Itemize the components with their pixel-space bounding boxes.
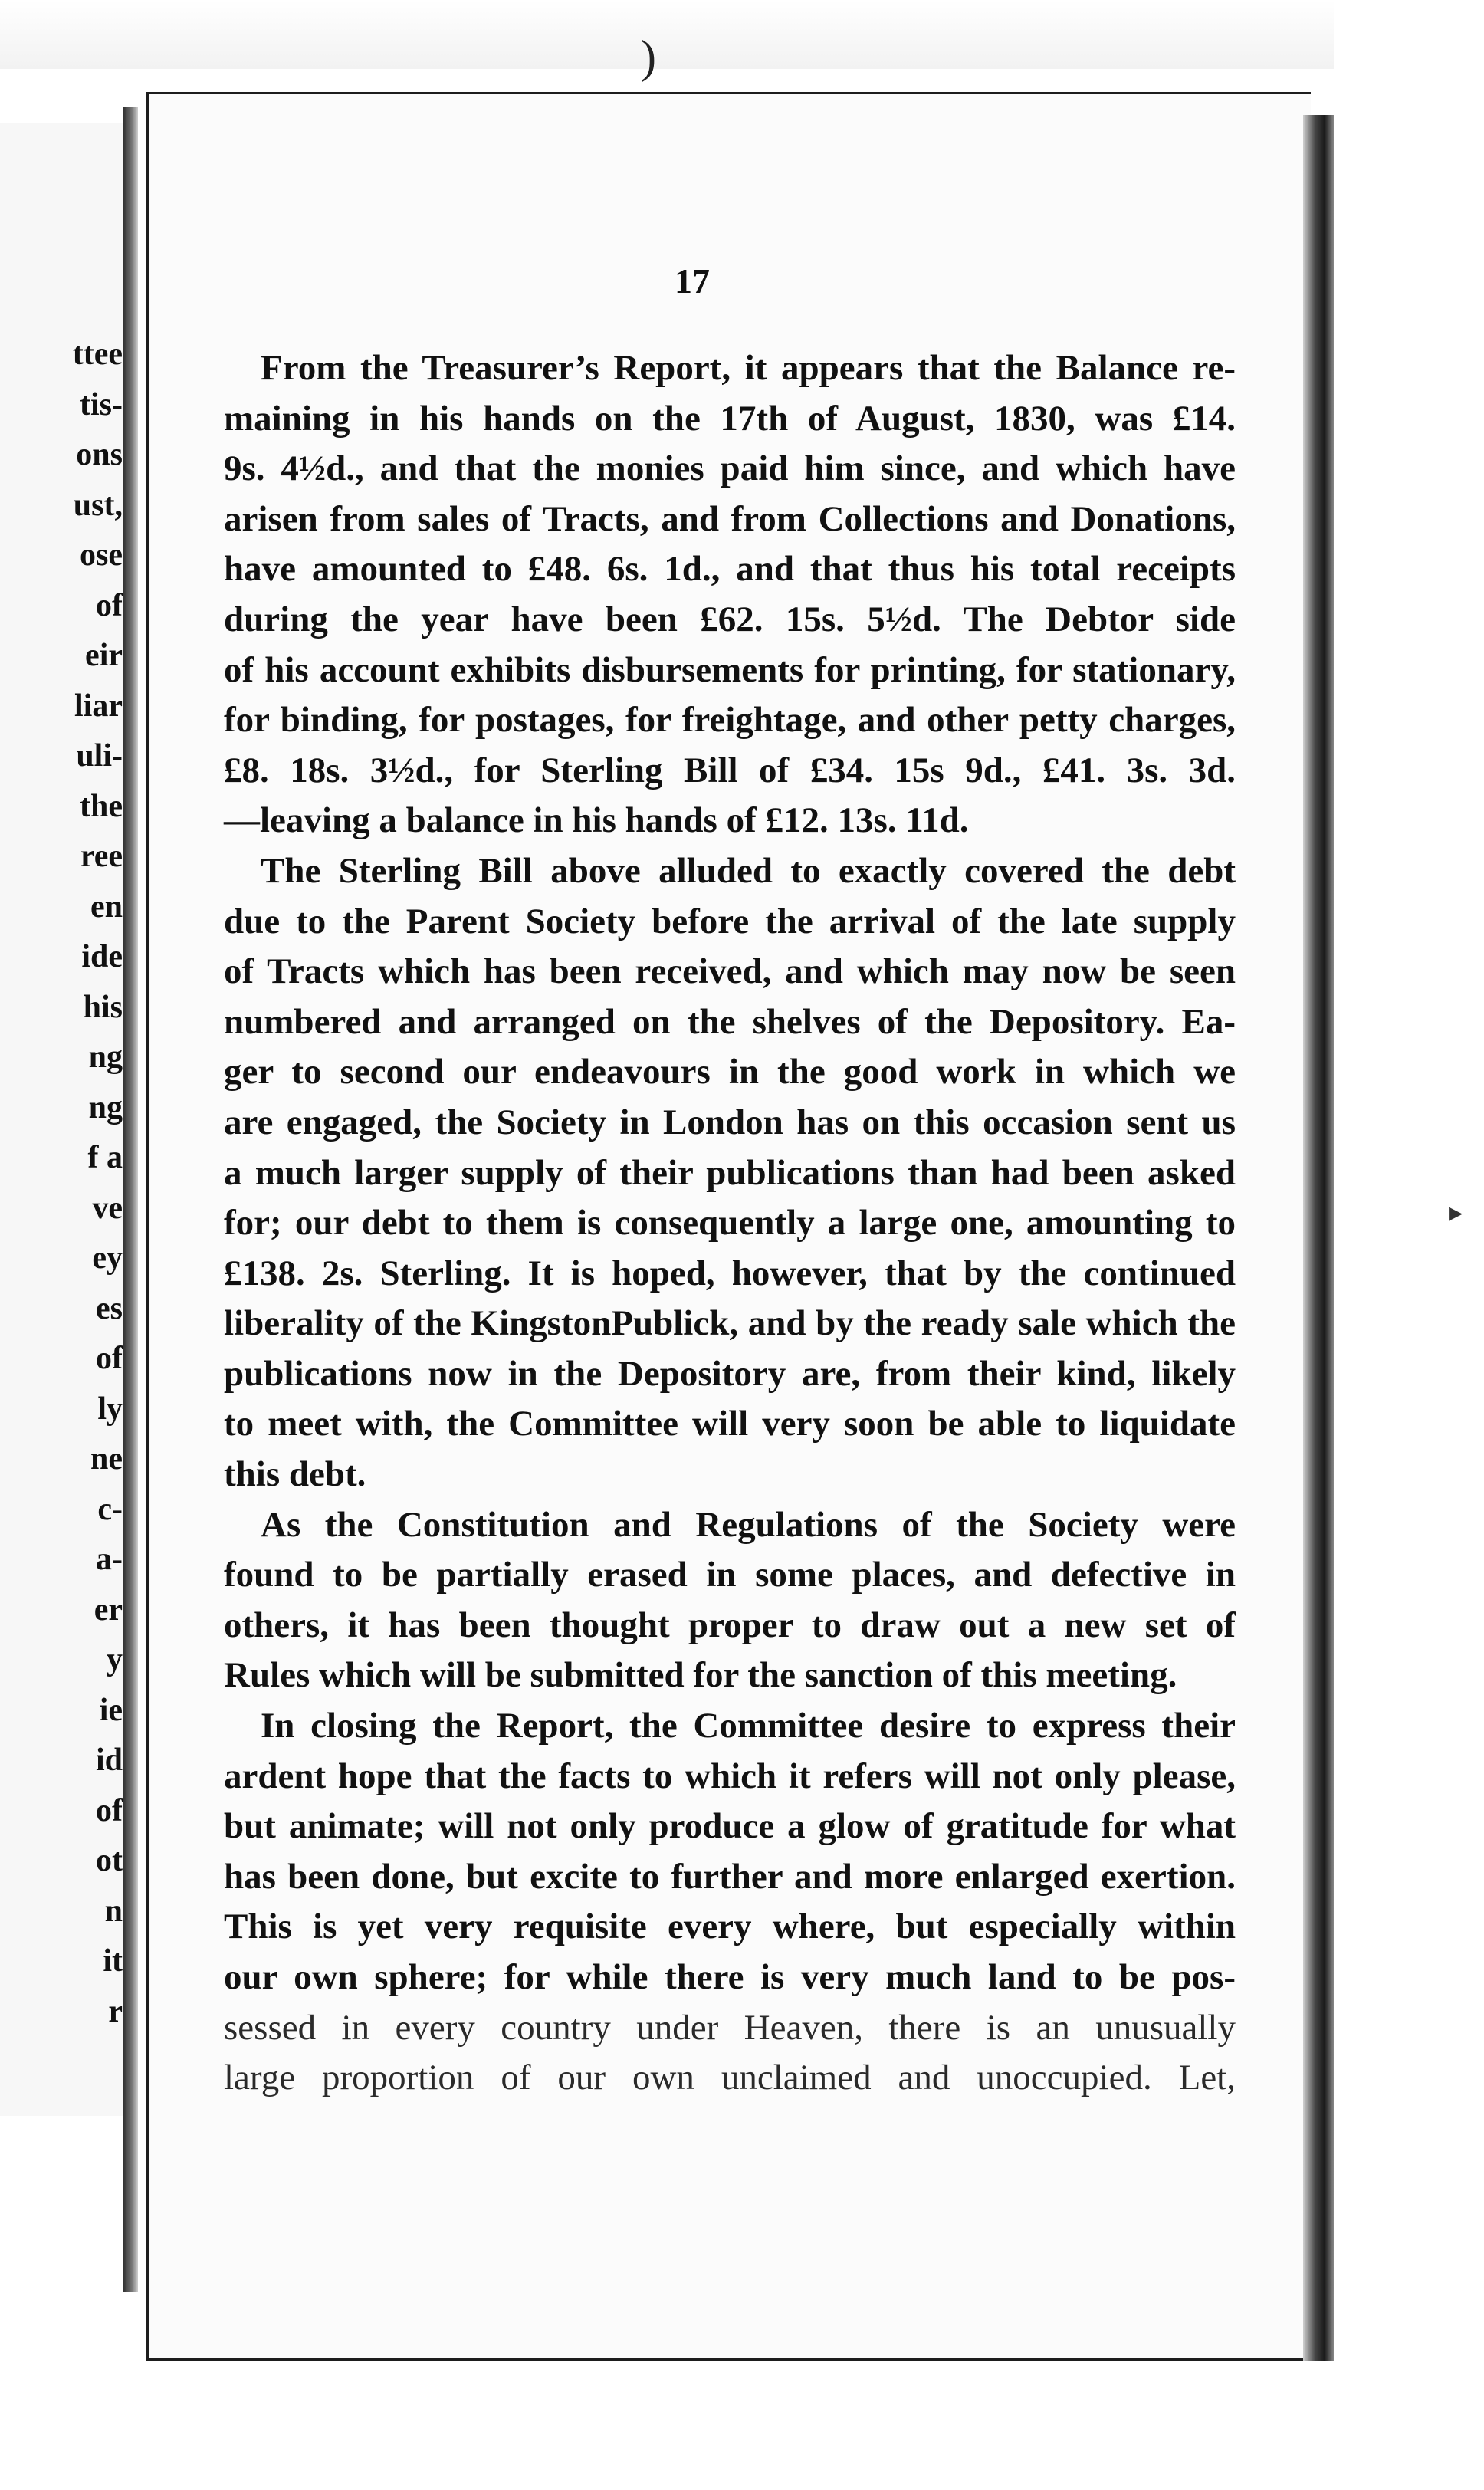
left-page-fragment: en (90, 889, 123, 925)
text-line: In closing the Report, the Committee desire to express their (261, 1706, 1236, 1746)
text-line: liberality of the KingstonPublick, and by the ready sale which the (224, 1303, 1236, 1344)
left-page-fragment: his (83, 989, 123, 1025)
left-page-fragment: c- (97, 1491, 123, 1527)
text-line: to meet with, the Committee will very soon be able to liquidate (224, 1404, 1236, 1444)
left-page-fragment: r (108, 1993, 123, 2029)
left-page-fragment: ve (92, 1190, 123, 1226)
left-page-fragment: er (94, 1592, 123, 1628)
text-line: this debt. (224, 1454, 366, 1495)
scan-top-margin (0, 0, 1484, 69)
text-line: From the Treasurer’s Report, it appears that the Balance re- (261, 348, 1236, 388)
left-page-fragment: f a (87, 1140, 123, 1175)
text-line: have amounted to £48. 6s. 1d., and that thus his total receipts (224, 549, 1236, 590)
text-line: arisen from sales of Tracts, and from Collections and Donations, (224, 498, 1236, 539)
left-page-fragment: ey (92, 1240, 123, 1276)
left-page-fragment: ttee (72, 337, 123, 372)
left-page-fragment: a- (96, 1542, 123, 1577)
left-page-fragment: ne (90, 1441, 123, 1477)
left-page-fragment: it (103, 1943, 123, 1979)
left-page-fragment: ide (81, 939, 123, 974)
left-page-fragment: eir (85, 638, 123, 673)
text-line: during the year have been £62. 15s. 5½d. The Debtor side (224, 599, 1236, 639)
top-margin-mark: ) (641, 31, 656, 82)
left-page-fragment: ie (99, 1692, 123, 1728)
text-line: As the Constitution and Regulations of the Society were (261, 1504, 1236, 1545)
left-page-fragment: ly (97, 1391, 123, 1427)
left-page-fragment: ons (76, 437, 123, 472)
text-line: others, it has been thought proper to draw out a new set of (224, 1605, 1236, 1645)
left-page-fragment: y (107, 1642, 123, 1677)
text-line: 9s. 4½d., and that the monies paid him since, and which have (224, 448, 1236, 489)
text-line: due to the Parent Society before the arrival of the late supply (224, 901, 1236, 941)
text-line: are engaged, the Society in London has on this occasion sent us (224, 1102, 1236, 1142)
text-line: but animate; will not only produce a glow of gratitude for what (224, 1806, 1236, 1847)
text-line: £138. 2s. Sterling. It is hoped, however, that by the continued (224, 1253, 1236, 1293)
text-line: £8. 18s. 3½d., for Sterling Bill of £34. 15s 9d., £41. 3s. 3d. (224, 750, 1236, 790)
text-line: maining in his hands on the 17th of August, 1830, was £14. (224, 398, 1236, 439)
page-number: 17 (675, 261, 710, 301)
text-line: Rules which will be submitted for the sanction of this meeting. (224, 1655, 1177, 1696)
left-page-fragment: the (80, 788, 123, 824)
left-page-fragment: of (96, 587, 123, 623)
left-page-fragment: id (95, 1743, 123, 1778)
text-line: found to be partially erased in some places, and defective in (224, 1555, 1236, 1595)
text-line: This is yet very requisite every where, but especially within (224, 1907, 1236, 1947)
left-page-fragment: uli- (76, 738, 123, 774)
left-page-fragment: ot (96, 1843, 123, 1878)
left-page-fragment: ng (88, 1089, 123, 1125)
left-page-fragment: ng (88, 1040, 123, 1075)
left-page-text-fragments (0, 330, 123, 2037)
text-line: sessed in every country under Heaven, there is an unusually (224, 2007, 1236, 2048)
left-page-fragment: ust, (73, 487, 123, 523)
text-line: of Tracts which has been received, and which may now be seen (224, 951, 1236, 992)
page-edge-shadow (1303, 115, 1334, 2361)
text-line: a much larger supply of their publications than had been asked (224, 1152, 1236, 1193)
text-line: large proportion of our own unclaimed and unoccupied. Let, (224, 2058, 1236, 2098)
body-text (224, 343, 1236, 2104)
left-page-fragment: of (96, 1792, 123, 1828)
text-line: The Sterling Bill above alluded to exactly covered the debt (261, 850, 1236, 891)
text-line: numbered and arranged on the shelves of the Depository. Ea- (224, 1001, 1236, 1042)
book-gutter (123, 107, 138, 2292)
text-line: for; our debt to them is consequently a large one, amounting to (224, 1203, 1236, 1243)
side-margin-mark: ▸ (1449, 1197, 1463, 1227)
left-page-fragment: ose (80, 537, 123, 573)
text-line: —leaving a balance in his hands of £12. 13s. 11d. (224, 800, 969, 841)
scan-right-margin (1334, 0, 1484, 2490)
left-page-fragment: of (96, 1341, 123, 1376)
text-line: for binding, for postages, for freightage, and other petty charges, (224, 700, 1236, 741)
text-line: of his account exhibits disbursements for printing, for stationary, (224, 649, 1236, 690)
left-page-fragment: liar (74, 688, 123, 724)
text-line: ger to second our endeavours in the good work in which we (224, 1052, 1236, 1092)
text-line: our own sphere; for while there is very much land to be pos- (224, 1957, 1236, 1997)
text-line: publications now in the Depository are, from their kind, likely (224, 1353, 1236, 1394)
left-page-fragment: es (96, 1290, 123, 1326)
left-page-fragment: ree (80, 839, 123, 874)
text-line: has been done, but excite to further and more enlarged exertion. (224, 1856, 1236, 1897)
left-page-fragment: n (104, 1893, 123, 1929)
left-page-fragment: tis- (80, 386, 123, 422)
text-line: ardent hope that the facts to which it refers will not only please, (224, 1756, 1236, 1796)
